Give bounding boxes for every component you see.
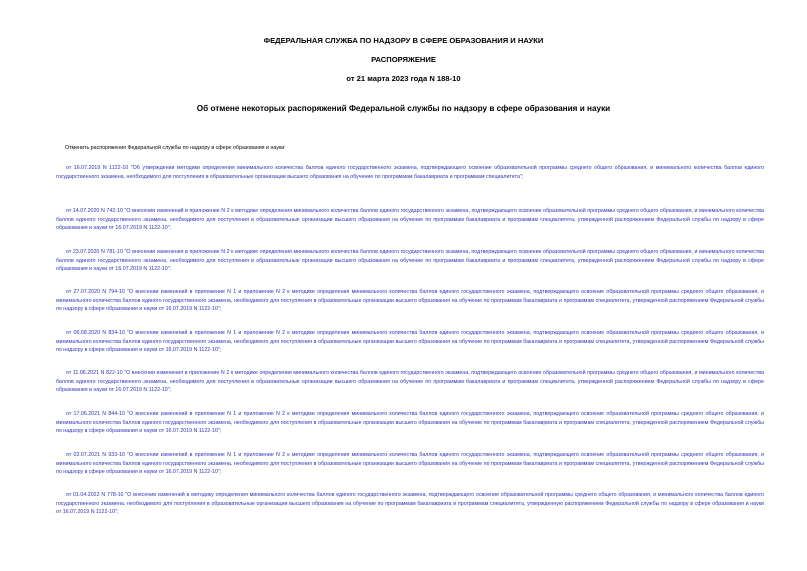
document-link[interactable]: от 11.06.2021 N 822-10 "О внесении изменения в приложение N 2 к методике определения минимального количества баллов единого государственного экзамена, подтверждающего освоение образовательной программы среднего общего образования, и минимального количества баллов единого государственного экзамена, необходимого для поступления в образовательные организации высшего образования на обучение по программам бакалавриата и программам специалитета, утвержденной распоряжением Федеральной службы по надзору в сфере образования и науки от 16.07.2019 N 1122-10"; — [56, 370, 764, 394]
document-date-number: от 21 марта 2023 года N 188-10 — [346, 74, 461, 83]
document-link[interactable]: от 01.04.2022 N 778-10 "О внесении изменений в методику определения минимального количества баллов единого государственного экзамена, подтверждающего освоение образовательной программы среднего общего образования, и минимального количества баллов единого государственного экзамена, необходимого для поступления в образовательные организации высшего образования на обучение по программам бакалавриата и программам специалитета, утвержденную распоряжением Федеральной службы по надзору в сфере образования и науки от 16.07.2019 N 1122-10"; — [56, 492, 764, 516]
intro-text: Отменить распоряжения Федеральной службы по надзору в сфере образования и науки: — [65, 145, 286, 151]
document-title: Об отмене некоторых распоряжений Федеральной службы по надзору в сфере образования и науки — [196, 104, 611, 113]
document-link[interactable]: от 16.07.2019 N 1122-10 "Об утверждении методики определения минимального количества баллов единого государственного экзамена, подтверждающего освоение образовательной программы среднего общего образования, и минимального количества баллов единого государственного экзамена, необходимого для поступления в образовательные организации высшего образования на обучение по программам бакалавриата и программам специалитета"; — [56, 165, 764, 180]
list-item — [56, 288, 764, 314]
list-item — [56, 491, 764, 517]
document-link[interactable]: от 14.07.2020 N 742-10 "О внесении изменений в приложение N 2 к методике определения минимального количества баллов единого государственного экзамена, подтверждающего освоение образовательной программы среднего общего образования, и минимального количества баллов единого государственного экзамена, необходимого для поступления в образовательные организации высшего образования на обучение по программам бакалавриата и программам специалитета, утвержденной распоряжением Федеральной службы по надзору в сфере образования и науки от 16.07.2019 N 1122-10"; — [56, 208, 764, 232]
list-item — [56, 410, 764, 436]
document-link[interactable]: от 23.07.2020 N 781-10 "О внесении изменения в приложение N 2 к методике определения минимального количества баллов единого государственного экзамена, подтверждающего освоение образовательной программы среднего общего образования, и минимального количества баллов единого государственного экзамена, необходимого для поступления в образовательные организации высшего образования на обучение по программам бакалавриата и программам специалитета, утвержденной распоряжением Федеральной службы по надзору в сфере образования и науки от 16.07.2019 N 1122-10"; — [56, 249, 764, 273]
list-item — [56, 207, 764, 233]
document-link[interactable]: от 27.07.2020 N 794-10 "О внесении изменений в приложение N 1 и приложение N 2 к методике определения минимального количества баллов единого государственного экзамена, подтверждающего освоение образовательной программы среднего общего образования, и минимального количества баллов единого государственного экзамена, необходимого для поступления в образовательные организации высшего образования на обучение по программам бакалавриата и программам специалитета, утвержденной распоряжением Федеральной службы по надзору в сфере образования и науки от 16.07.2019 N 1122-10"; — [56, 289, 764, 313]
document-link[interactable]: от 02.07.2021 N 933-10 "О внесении изменений в приложение N 1 и приложение N 2 к методике определения минимального количества баллов единого государственного экзамена, подтверждающего освоение образовательной программы среднего общего образования, и минимального количества баллов единого государственного экзамена, необходимого для поступления в образовательные организации высшего образования на обучение по программам бакалавриата и программам специалитета, утвержденной распоряжением Федеральной службы по надзору в сфере образования и науки от 16.07.2019 N 1122-10"; — [56, 452, 764, 476]
list-item — [56, 329, 764, 355]
list-item — [56, 248, 764, 274]
document-link[interactable]: от 17.06.2021 N 844-10 "О внесении изменений в приложение N 1 и приложение N 2 к методике определения минимального количества баллов единого государственного экзамена, подтверждающего освоение образовательной программы среднего общего образования, и минимального количества баллов единого государственного экзамена, необходимого для поступления в образовательные организации высшего образования на обучение по программам бакалавриата и программам специалитета, утвержденной распоряжением Федеральной службы по надзору в сфере образования и науки от 16.07.2019 N 1122-10"; — [56, 411, 764, 435]
list-item — [56, 451, 764, 477]
document-link[interactable]: от 06.08.2020 N 834-10 "О внесении изменений в приложение N 1 и приложение N 2 к методике определения минимального количества баллов единого государственного экзамена, подтверждающего освоение образовательной программы среднего общего образования, и минимального количества баллов единого государственного экзамена, необходимого для поступления в образовательные организации высшего образования на обучение по программам бакалавриата и программам специалитета, утвержденной распоряжением Федеральной службы по надзору в сфере образования и науки от 16.07.2019 N 1122-10"; — [56, 330, 764, 354]
list-item — [56, 164, 764, 181]
list-item — [56, 369, 764, 395]
agency-name: ФЕДЕРАЛЬНАЯ СЛУЖБА ПО НАДЗОРУ В СФЕРЕ ОБРАЗОВАНИЯ И НАУКИ — [263, 36, 544, 45]
document-type: РАСПОРЯЖЕНИЕ — [371, 55, 436, 64]
